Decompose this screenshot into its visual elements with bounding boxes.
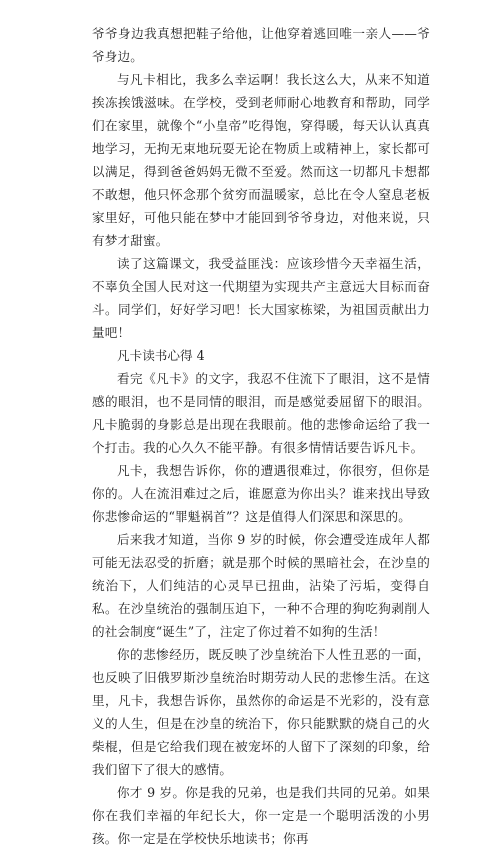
paragraph-6: 后来我才知道，当你 9 岁的时候，你会遭受连成年人都可能无法忍受的折磨；就是那个时候的黑暗社会，在沙皇的统治下，人们纯洁的心灵早已扭曲，沾染了污垢，变得自私。在沙皇统治的强制压迫下，一种不合理的狗吃狗剥削人的社会制度“诞生”了，注定了你过着不如狗的生活！ bbox=[92, 532, 430, 639]
paragraph-3: 读了这篇课文，我受益匪浅：应该珍惜今天幸福生活，不辜负全国人民对这一代期望为实现共产主意远大目标而奋斗。同学们，好好学习吧！长大国家栋梁，为祖国贡献出力量吧！ bbox=[92, 256, 430, 340]
paragraph-1: 爷爷身边我真想把鞋子给他，让他穿着逃回唯一亲人——爷爷身边。 bbox=[92, 26, 430, 64]
paragraph-4: 看完《凡卡》的文字，我忍不住流下了眼泪，这不是情感的眼泪，也不是同情的眼泪，而是感觉委屈留下的眼泪。凡卡脆弱的身影总是出现在我眼前。他的悲惨命运给了我一个打击。我的心久久不能平静。有很多情情话要告诉凡卡。 bbox=[92, 371, 430, 455]
section-heading: 凡卡读书心得 4 bbox=[117, 348, 205, 363]
paragraph-7: 你的悲惨经历，既反映了沙皇统治下人性丑恶的一面，也反映了旧俄罗斯沙皇统治时期劳动人民的悲惨生活。在这里，凡卡，我想告诉你，虽然你的命运是不光彩的，没有意义的人生，但是在沙皇的统治下，你只能默默的烧自己的火柴棍，但是它给我们现在被宠坏的人留下了深刻的印象，给我们留下了很大的感情。 bbox=[92, 647, 430, 777]
paragraph-5: 凡卡，我想告诉你，你的遭遇很难过，你很穷，但你是你的。人在流泪难过之后，谁愿意为你出头？谁来找出导致你悲惨命运的“罪魁祸首”？这是值得人们深思和深思的。 bbox=[92, 463, 430, 524]
paragraph-2: 与凡卡相比，我多么幸运啊！我长这么大，从来不知道挨冻挨饿滋味。在学校，受到老师耐心地教育和帮助，同学们在家里，就像个“小皇帝”吃得饱，穿得暖，每天认认真真地学习，无拘无束地玩耍无论在物质上或精神上，家长都可以满足，得到爸爸妈妈无微不至爱。然而这一切都凡卡想都不敢想，他只怀念那个贫穷而温暖家，总比在令人窒息老板家里好，可他只能在梦中才能回到爷爷身边，对他来说，只有梦才甜蜜。 bbox=[92, 72, 430, 248]
paragraph-8: 你才 9 岁。你是我的兄弟，也是我们共同的兄弟。如果你在我们幸福的年纪长大，你一定是一个聪明活泼的小男孩。你一定是在学校快乐地读书；你再 bbox=[92, 785, 430, 846]
